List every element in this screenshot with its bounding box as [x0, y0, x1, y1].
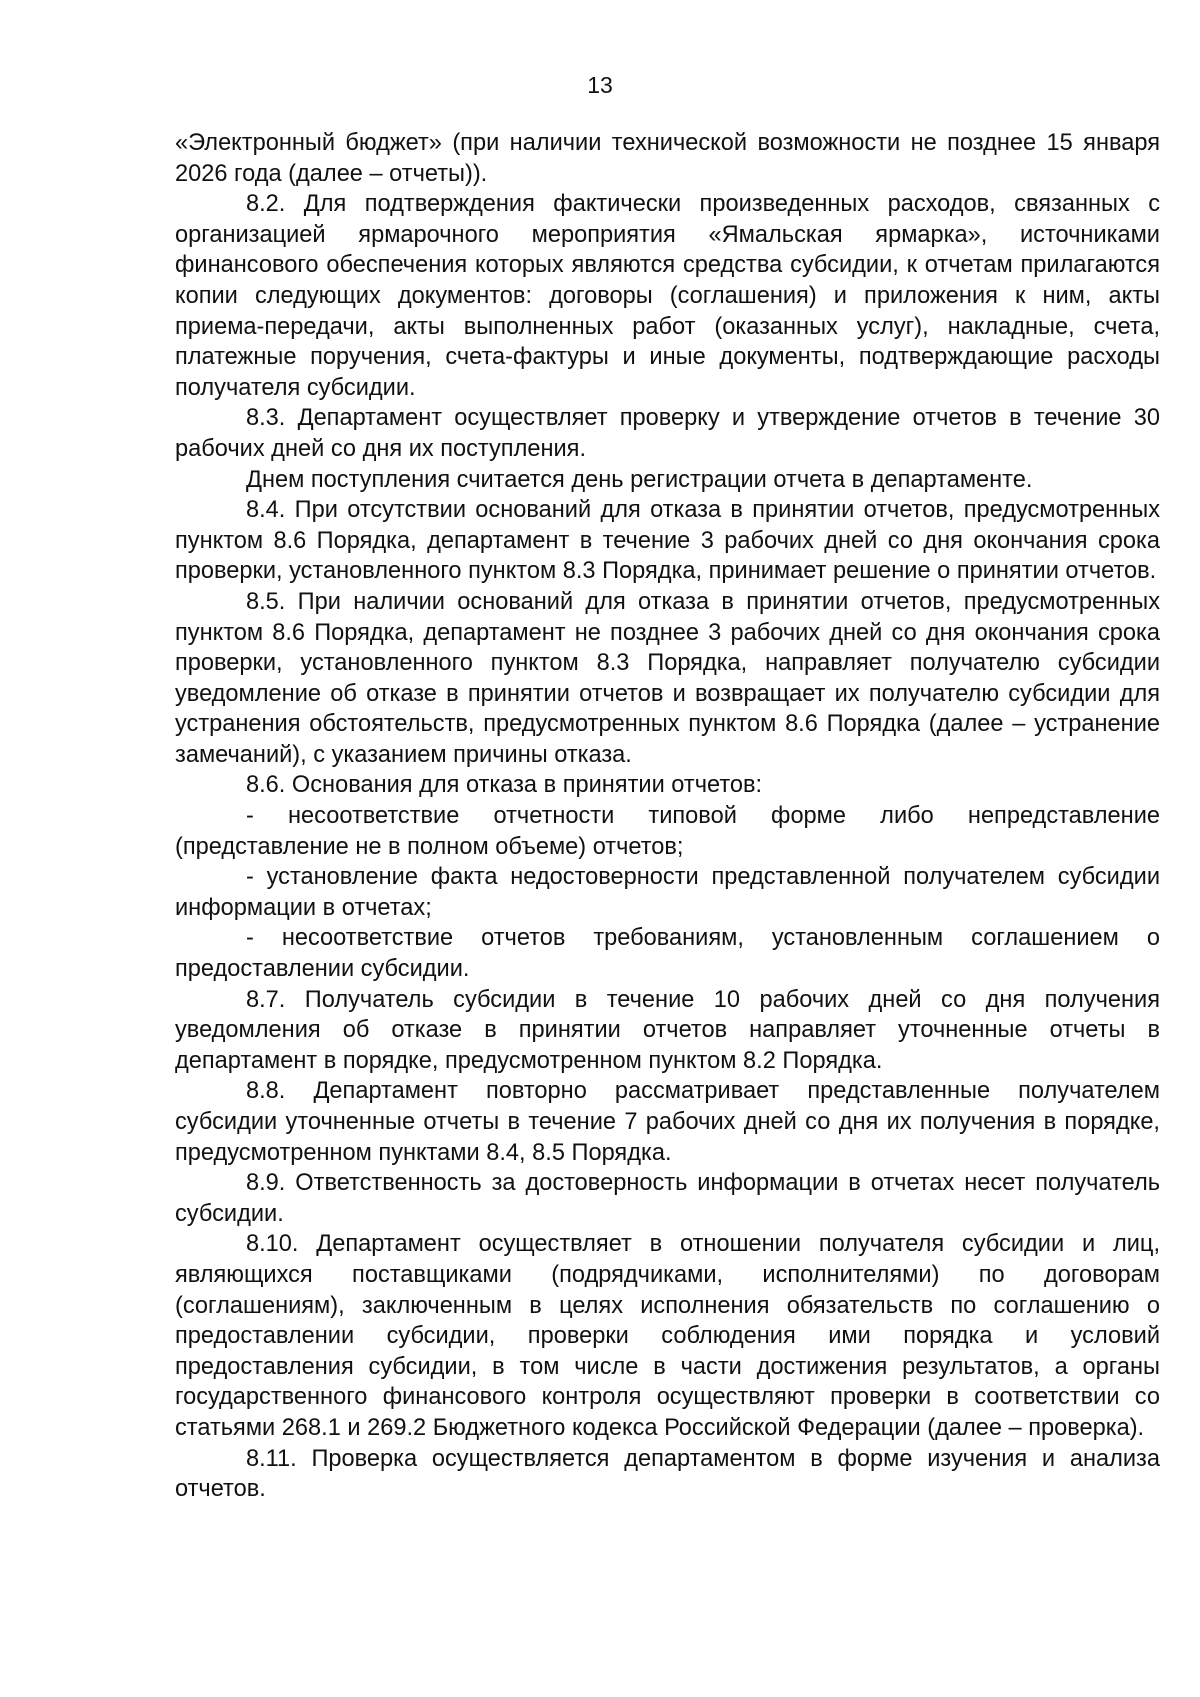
paragraph-8-2: 8.2. Для подтверждения фактически произведенных расходов, связанных с организацией ярмарочного мероприятия «Ямальская ярмарка», источниками финансового обеспечения которых являются средства субсидии, к отчетам прилагаются копии следующих документов: договоры (соглашения) и приложения к ним, акты приема-передачи, акты выполненных работ (оказанных услуг), накладные, счета, платежные поручения, счета-фактуры и иные документы, подтверждающие расходы получателя субсидии.	[175, 191, 1160, 401]
paragraph-8-9: 8.9. Ответственность за достоверность информации в отчетах несет получатель субсидии.	[175, 1170, 1160, 1227]
list-item: - несоответствие отчетов требованиям, установленным соглашением о предоставлении субсидии.	[175, 925, 1160, 983]
paragraph-8-7: 8.7. Получатель субсидии в течение 10 рабочих дней со дня получения уведомления об отказе в принятии отчетов направляет уточненные отчеты в департамент в порядке, предусмотренном пунктом 8.2 Порядка.	[175, 986, 1160, 1074]
paragraph-continuation: «Электронный бюджет» (при наличии технической возможности не позднее 15 января 2026 года (далее – отчеты)).	[175, 130, 1160, 187]
list-item: - установление факта недостоверности представленной получателем субсидии информации в отчетах;	[175, 864, 1160, 921]
page-number: 13	[587, 72, 613, 98]
document-body	[175, 128, 1160, 1505]
paragraph-8-4: 8.4. При отсутствии оснований для отказа в принятии отчетов, предусмотренных пунктом 8.6 Порядка, департамент в течение 3 рабочих дней со дня окончания срока проверки, установленного пунктом 8.3 Порядка, принимает решение о принятии отчетов.	[175, 497, 1160, 585]
list-item: - несоответствие отчетности типовой форме либо непредставление (представление не в полном объеме) отчетов;	[175, 803, 1160, 860]
paragraph-8-5: 8.5. При наличии оснований для отказа в принятии отчетов, предусмотренных пунктом 8.6 Порядка, департамент не позднее 3 рабочих дней со дня окончания срока проверки, установленного пунктом 8.3 Порядка, направляет получателю субсидии уведомление об отказе в принятии отчетов и возвращает их получателю субсидии для устранения обстоятельств, предусмотренных пунктом 8.6 Порядка (далее – устранение замечаний), с указанием причины отказа.	[175, 588, 1160, 768]
paragraph-8-6: 8.6. Основания для отказа в принятии отчетов:	[246, 772, 763, 799]
paragraph-8-3: 8.3. Департамент осуществляет проверку и утверждение отчетов в течение 30 рабочих дней со дня их поступления.	[175, 405, 1160, 462]
paragraph-8-11: 8.11. Проверка осуществляется департаментом в форме изучения и анализа отчетов.	[175, 1445, 1160, 1503]
paragraph-receipt-day: Днем поступления считается день регистрации отчета в департаменте.	[246, 466, 1033, 493]
paragraph-8-8: 8.8. Департамент повторно рассматривает представленные получателем субсидии уточненные отчеты в течение 7 рабочих дней со дня их получения в порядке, предусмотренном пунктами 8.4, 8.5 Порядка.	[175, 1078, 1160, 1166]
paragraph-8-10: 8.10. Департамент осуществляет в отношении получателя субсидии и лиц, являющихся поставщиками (подрядчиками, исполнителями) по договорам (соглашениям), заключенным в целях исполнения обязательств по соглашению о предоставлении субсидии, проверки соблюдения ими порядка и условий предоставления субсидии, в том числе в части достижения результатов, а органы государственного финансового контроля осуществляют проверки в соответствии со статьями 268.1 и 269.2 Бюджетного кодекса Российской Федерации (далее – проверка).	[175, 1231, 1160, 1441]
